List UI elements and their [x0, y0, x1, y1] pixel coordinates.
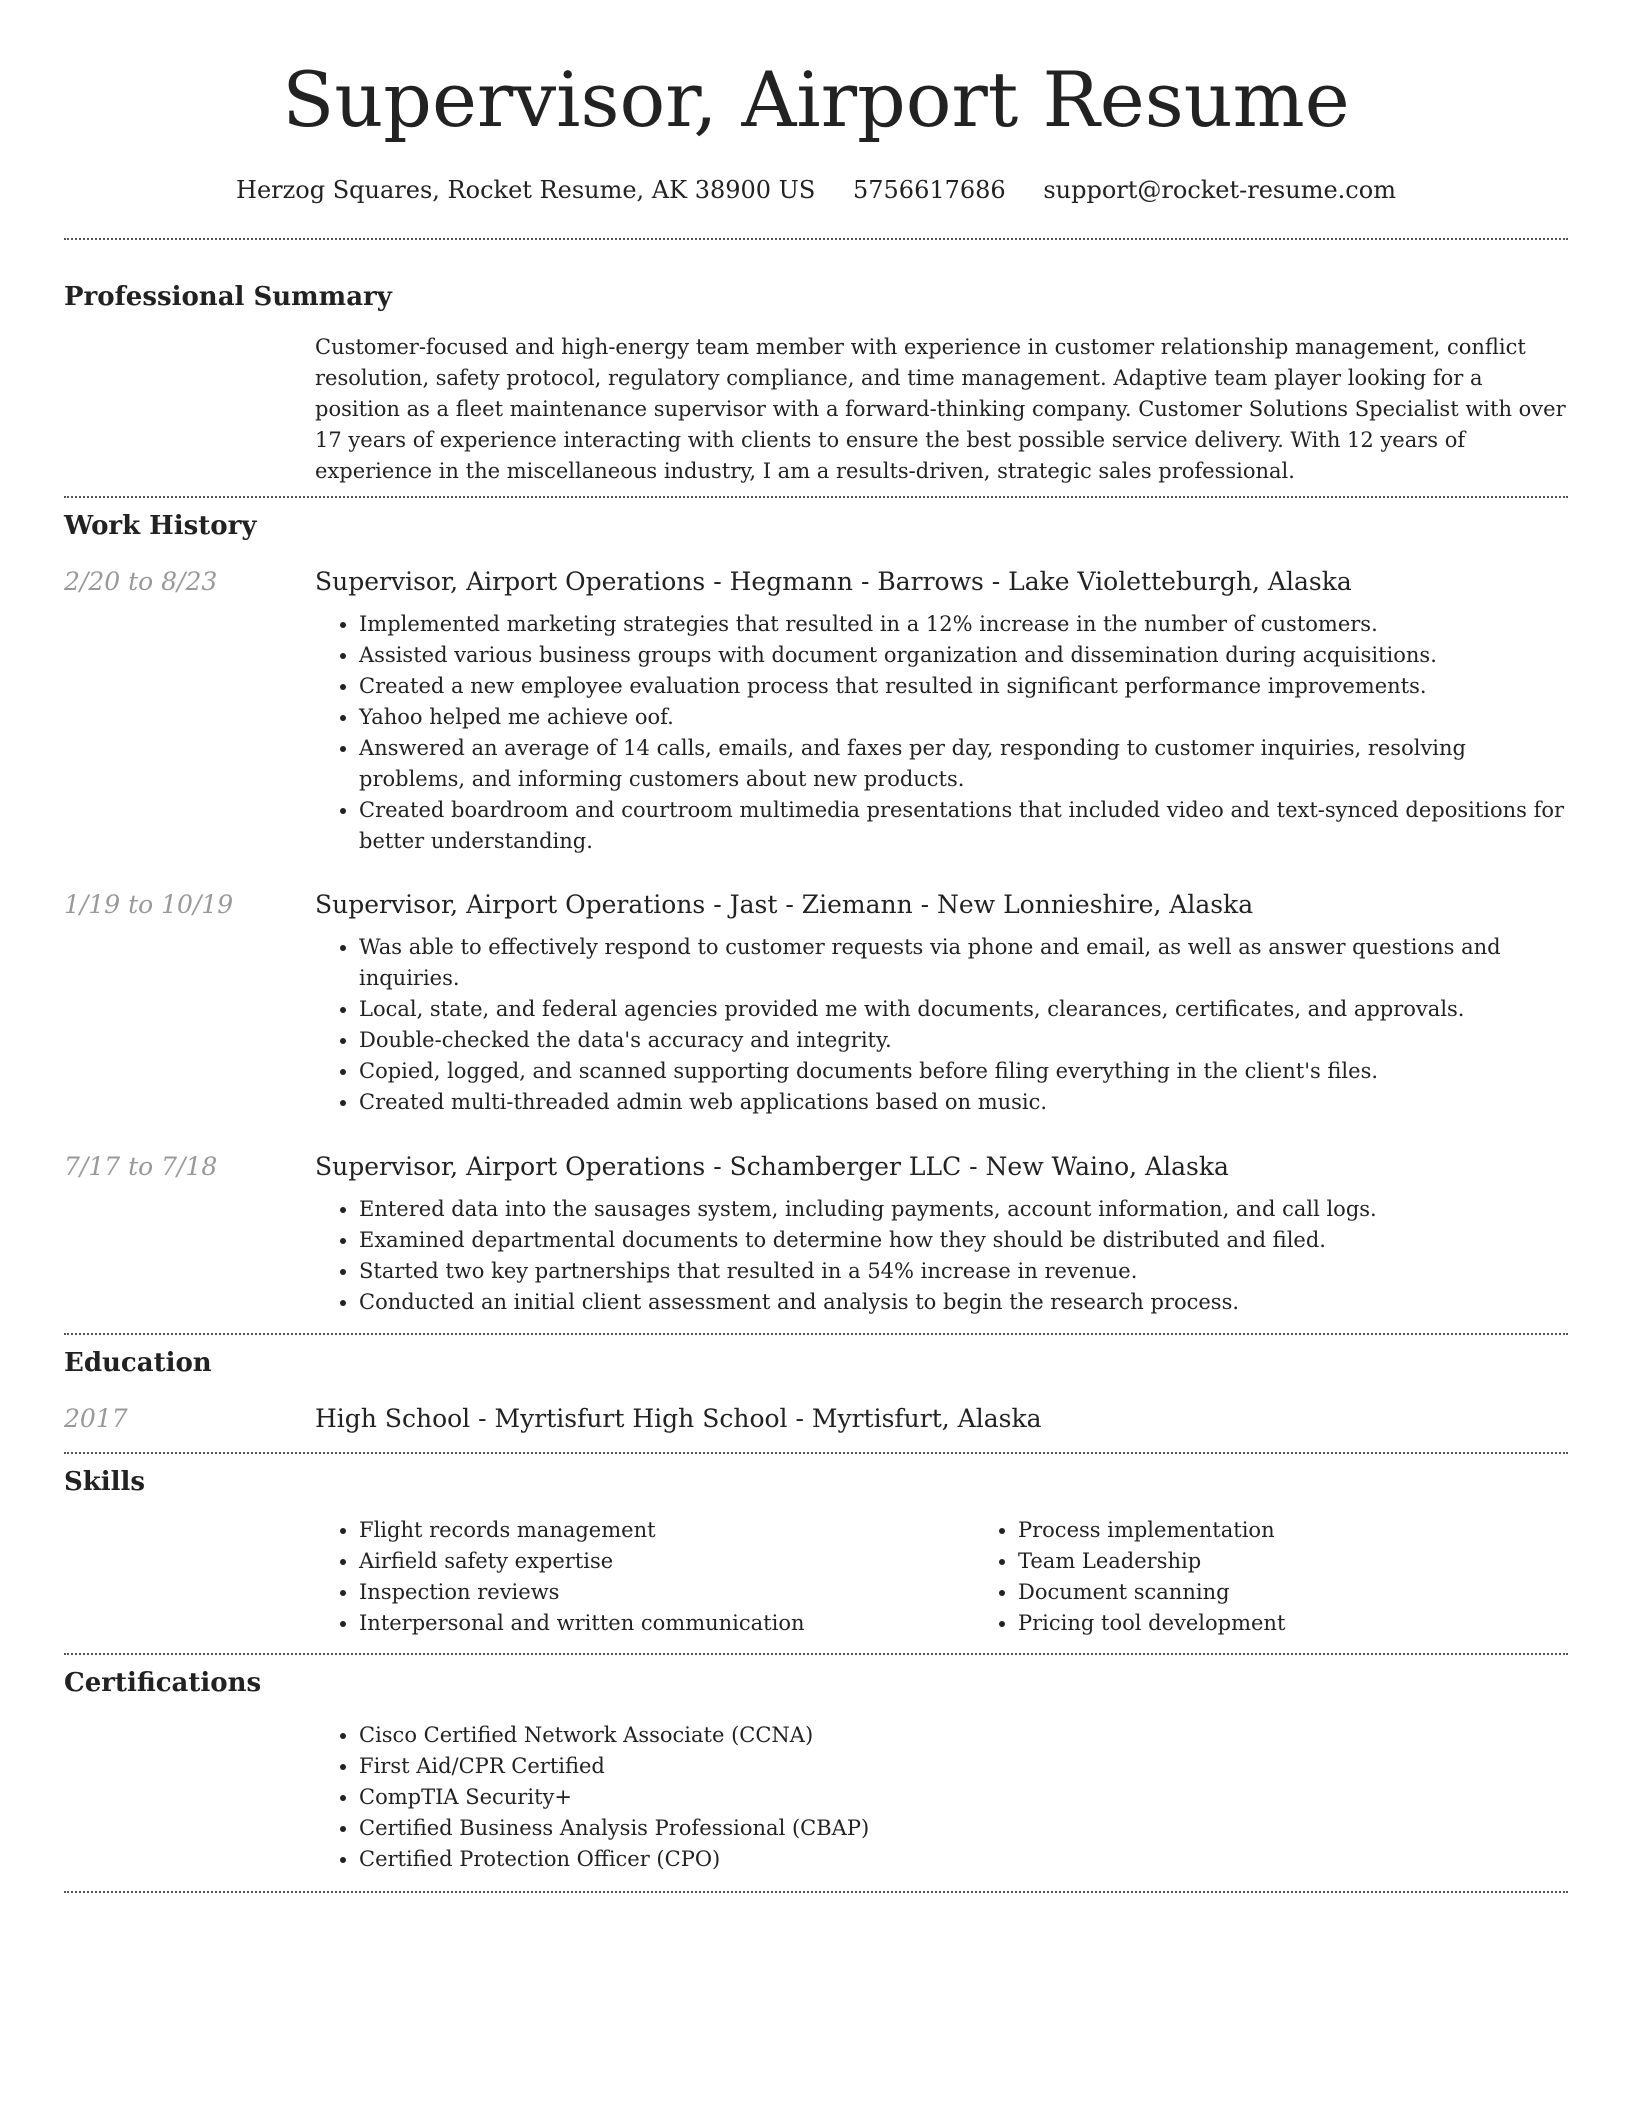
job-bullet: • Answered an average of 14 calls, emails, and faxes per day, responding to customer inquiries, resolving problems, and informing customers about new products. — [359, 733, 1568, 795]
section-divider — [64, 1452, 1568, 1454]
job-entry — [64, 565, 1568, 857]
job-body — [315, 888, 1568, 1118]
section-divider — [64, 1333, 1568, 1335]
job-bullet: • Was able to effectively respond to customer requests via phone and email, as well as answer questions and inquiries. — [359, 932, 1568, 994]
contact-email: support@rocket-resume.com — [1043, 176, 1396, 204]
certification-item: • Cisco Certified Network Associate (CCNA) — [359, 1720, 1568, 1751]
summary-body — [315, 332, 1568, 487]
skills-heading: Skills — [64, 1467, 146, 1497]
job-bullet: • Examined departmental documents to determine how they should be distributed and filed. — [359, 1225, 1568, 1256]
job-role: Supervisor, Airport Operations — [315, 1152, 706, 1181]
certification-item: • Certified Protection Officer (CPO) — [359, 1844, 1568, 1875]
job-bullet: • Implemented marketing strategies that resulted in a 12% increase in the number of customers. — [359, 609, 1568, 640]
skill-item: • Airfield safety expertise — [359, 1546, 974, 1577]
job-bullet: • Created a new employee evaluation process that resulted in significant performance improvements. — [359, 671, 1568, 702]
job-details: - Schamberger LLC - New Waino, Alaska — [705, 1152, 1229, 1181]
work-history-heading: Work History — [64, 511, 257, 541]
certifications-section — [64, 1666, 1568, 1875]
job-bullet: • Yahoo helped me achieve oof. — [359, 702, 1568, 733]
job-bullet: • Double-checked the data's accuracy and integrity. — [359, 1025, 1568, 1056]
job-bullets — [315, 932, 1568, 1118]
summary-text: Customer-focused and high-energy team member with experience in customer relationship management, conflict resolution, safety protocol, regulatory compliance, and time management. Adaptive team player looking for a position as a fleet maintenance supervisor with a forward-thinking company. Customer Solutions Specialist with over 17 years of experience interacting with clients to ensure the best possible service delivery. With 12 years of experience in the miscellaneous industry, I am a results-driven, strategic sales professional. — [315, 335, 1566, 483]
job-bullet: • Assisted various business groups with document organization and dissemination during acquisitions. — [359, 640, 1568, 671]
education-body — [315, 1402, 1568, 1436]
certification-item: • First Aid/CPR Certified — [359, 1751, 1568, 1782]
skill-item: • Document scanning — [1018, 1577, 1568, 1608]
section-divider — [64, 238, 1568, 240]
section-divider — [64, 1891, 1568, 1893]
job-body — [315, 565, 1568, 857]
skills-list-right — [974, 1515, 1568, 1639]
job-dates: 7/17 to 7/18 — [64, 1152, 218, 1181]
certifications-list — [315, 1720, 1568, 1875]
summary-section — [64, 280, 1568, 487]
certifications-heading: Certifications — [64, 1668, 262, 1698]
job-bullet: • Created multi-threaded admin web applications based on music. — [359, 1087, 1568, 1118]
certifications-row — [64, 1720, 1568, 1875]
job-details: - Jast - Ziemann - New Lonnieshire, Alaska — [705, 890, 1254, 919]
job-body — [315, 1150, 1568, 1318]
job-bullet: • Conducted an initial client assessment and analysis to begin the research process. — [359, 1287, 1568, 1318]
job-role: Supervisor, Airport Operations — [315, 567, 706, 596]
job-bullet: • Copied, logged, and scanned supporting documents before filing everything in the client's files. — [359, 1056, 1568, 1087]
job-dates: 2/20 to 8/23 — [64, 567, 218, 596]
job-bullets — [315, 1194, 1568, 1318]
job-bullet: • Started two key partnerships that resulted in a 54% increase in revenue. — [359, 1256, 1568, 1287]
skills-row — [64, 1515, 1568, 1639]
skill-item: • Inspection reviews — [359, 1577, 974, 1608]
certification-item: • CompTIA Security+ — [359, 1782, 1568, 1813]
education-entry — [64, 1402, 1568, 1436]
resume-title: Supervisor, Airport Resume — [282, 55, 1350, 144]
skills-grid — [315, 1515, 1568, 1639]
contact-address: Herzog Squares, Rocket Resume, AK 38900 US — [236, 176, 816, 204]
education-title — [315, 1402, 1568, 1436]
job-title — [315, 565, 1568, 599]
work-history-section — [64, 509, 1568, 1318]
skill-item: • Pricing tool development — [1018, 1608, 1568, 1639]
education-section — [64, 1346, 1568, 1436]
skill-item: • Flight records management — [359, 1515, 974, 1546]
job-entry — [64, 888, 1568, 1118]
contact-line — [64, 174, 1568, 206]
skills-list-left — [315, 1515, 974, 1639]
education-year: 2017 — [64, 1404, 128, 1433]
education-details: - Myrtisfurt High School - Myrtisfurt, Alaska — [470, 1404, 1042, 1433]
skills-section — [64, 1465, 1568, 1639]
skill-item: • Interpersonal and written communication — [359, 1608, 974, 1639]
job-bullet: • Entered data into the sausages system, including payments, account information, and call logs. — [359, 1194, 1568, 1225]
skill-item: • Process implementation — [1018, 1515, 1568, 1546]
summary-row — [64, 332, 1568, 487]
certification-item: • Certified Business Analysis Professional (CBAP) — [359, 1813, 1568, 1844]
job-bullet: • Local, state, and federal agencies provided me with documents, clearances, certificates, and approvals. — [359, 994, 1568, 1025]
job-entry — [64, 1150, 1568, 1318]
job-details: - Hegmann - Barrows - Lake Violetteburgh, Alaska — [705, 567, 1352, 596]
job-title — [315, 1150, 1568, 1184]
education-heading: Education — [64, 1348, 212, 1378]
certifications-body — [315, 1720, 1568, 1875]
education-degree: High School — [315, 1404, 471, 1433]
job-dates: 1/19 to 10/19 — [64, 890, 234, 919]
job-bullets — [315, 609, 1568, 857]
section-divider — [64, 1653, 1568, 1655]
skills-body — [315, 1515, 1568, 1639]
skill-item: • Team Leadership — [1018, 1546, 1568, 1577]
job-bullet: • Created boardroom and courtroom multimedia presentations that included video and text-synced depositions for better understanding. — [359, 795, 1568, 857]
section-divider — [64, 496, 1568, 498]
contact-phone: 5756617686 — [852, 176, 1006, 204]
job-title — [315, 888, 1568, 922]
job-role: Supervisor, Airport Operations — [315, 890, 706, 919]
summary-heading: Professional Summary — [64, 282, 392, 312]
